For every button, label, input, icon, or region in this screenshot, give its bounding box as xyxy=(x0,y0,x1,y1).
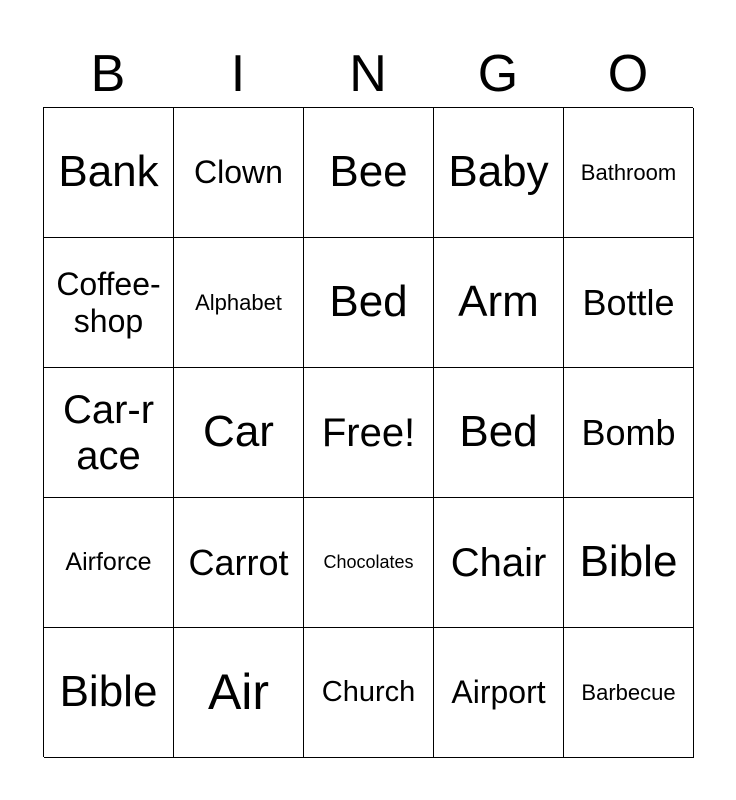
bingo-cell: Clown xyxy=(174,108,304,238)
bingo-cell: Airforce xyxy=(44,498,174,628)
bingo-cell: Chocolates xyxy=(304,498,434,628)
bingo-cell: Bomb xyxy=(564,368,694,498)
header-letter-b: B xyxy=(90,45,126,103)
bingo-cell: Bottle xyxy=(564,238,694,368)
bingo-cell: Bank xyxy=(44,108,174,238)
header-letter-n: N xyxy=(349,45,387,103)
bingo-cell: Bible xyxy=(564,498,694,628)
header-letter-g: G xyxy=(477,45,519,103)
bingo-cell: Air xyxy=(174,628,304,758)
bingo-cell: Baby xyxy=(434,108,564,238)
bingo-cell: Free! xyxy=(304,368,434,498)
bingo-cell: Church xyxy=(304,628,434,758)
header-letter-o: O xyxy=(607,45,649,103)
bingo-cell: Bee xyxy=(304,108,434,238)
bingo-header xyxy=(43,44,693,104)
bingo-cell: Carrot xyxy=(174,498,304,628)
bingo-cell: Car xyxy=(174,368,304,498)
bingo-cell: Alphabet xyxy=(174,238,304,368)
bingo-cell: Bathroom xyxy=(564,108,694,238)
bingo-cell: Bible xyxy=(44,628,174,758)
bingo-cell: Coffee-shop xyxy=(44,238,174,368)
bingo-cell: Chair xyxy=(434,498,564,628)
bingo-cell: Bed xyxy=(304,238,434,368)
header-letter-i: I xyxy=(230,45,246,103)
bingo-cell: Arm xyxy=(434,238,564,368)
bingo-cell: Barbecue xyxy=(564,628,694,758)
bingo-cell: Bed xyxy=(434,368,564,498)
bingo-card-grid xyxy=(43,107,693,757)
bingo-cell: Airport xyxy=(434,628,564,758)
bingo-cell: Car-race xyxy=(44,368,174,498)
